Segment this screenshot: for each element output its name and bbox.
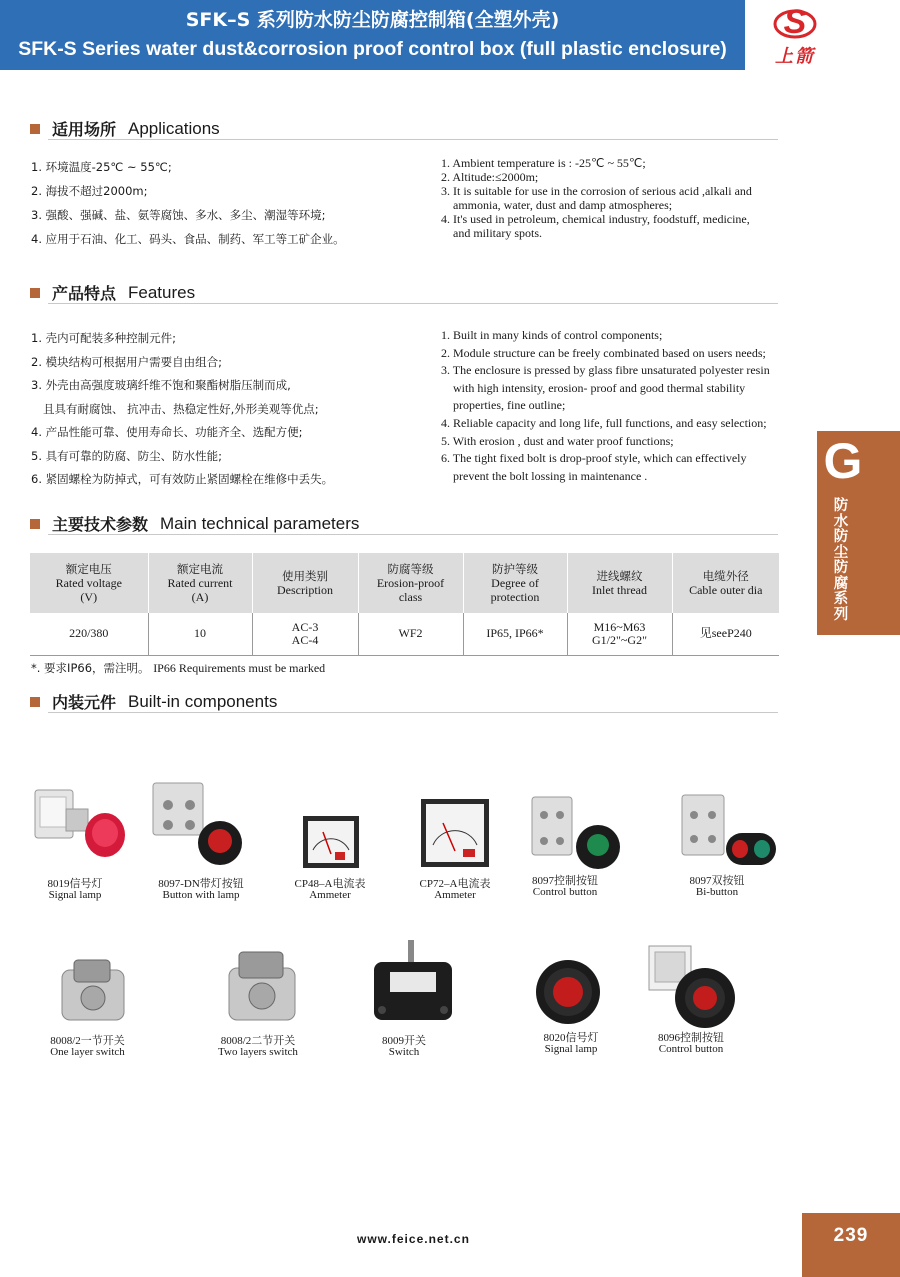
components-heading-cn: 内装元件 [52, 693, 117, 712]
table-header-cell: 防护等级 Degree of protection [463, 553, 567, 613]
list-item: 1. 壳内可配装多种控制元件; [31, 331, 177, 345]
list-item: 5. With erosion , dust and water proof functions; [441, 433, 674, 448]
category-letter: G [817, 431, 869, 491]
brand-name: 上箭 [775, 46, 815, 67]
list-item: 2. 模块结构可根据用户需要自由组合; [31, 354, 223, 369]
component-caption: 8097双按钮 Bi-button [689, 875, 745, 898]
category-name: 防水防尘防腐系列 [833, 498, 849, 623]
list-item: 4. 产品性能可靠、使用寿命长、功能齐全、选配方便; [31, 425, 303, 439]
list-item: 6. The tight fixed bolt is drop-proof style, which can effectively [441, 451, 747, 466]
page-number: 239 [802, 1213, 900, 1277]
list-item: 1. Built in many kinds of control components; [441, 328, 663, 342]
list-item: properties, fine outline; [453, 398, 566, 413]
list-item: ammonia, water, dust and damp atmospheres; [453, 198, 673, 212]
table-header-cell: 额定电压 Rated voltage (V) [30, 553, 148, 613]
applications-heading-cn: 适用场所 [52, 120, 117, 139]
component-caption: 8096控制按钮 Control button [658, 1032, 724, 1055]
divider [48, 712, 778, 713]
features-heading [30, 281, 195, 304]
table-header-cell: 进线螺纹 Inlet thread [567, 553, 672, 613]
svg-text:S: S [783, 3, 807, 41]
divider [48, 534, 778, 535]
one-layer-switch-8008-image [58, 958, 128, 1028]
control-button-8097-image [528, 795, 628, 875]
applications-list-en [441, 156, 752, 240]
parameters-table [30, 553, 779, 656]
signal-lamp-8019-image [30, 785, 130, 875]
page-header [0, 0, 900, 70]
ammeter-cp72-image [415, 795, 495, 875]
features-heading-cn: 产品特点 [52, 284, 117, 303]
table-cell: 220/380 [30, 613, 148, 655]
component-caption: 8097控制按钮 Control button [532, 875, 598, 898]
list-item: 4. 应用于石油、化工、码头、食品、制药、军工等工矿企业。 [31, 232, 345, 246]
table-row [30, 613, 779, 655]
list-item: 2. 海拔不超过2000m; [31, 184, 148, 198]
table-header-cell: 防腐等级 Erosion-proof class [358, 553, 463, 613]
component-caption: 8009开关 Switch [382, 1035, 426, 1058]
component-caption: CP48–A电流表 Ammeter [294, 878, 366, 901]
divider [48, 303, 778, 304]
components-heading-en: Built-in components [128, 691, 278, 711]
params-heading-cn: 主要技术参数 [52, 515, 149, 534]
switch-8009-image [368, 940, 458, 1030]
list-item: 3. It is suitable for use in the corrosion of serious acid ,alkali and [441, 184, 752, 198]
features-list-cn [31, 327, 333, 492]
components-heading [30, 690, 277, 713]
table-header-cell: 额定电流 Rated current (A) [148, 553, 252, 613]
list-item: 1. 环境温度-25℃ ~ 55℃; [31, 160, 172, 174]
bullet-square-icon [30, 519, 40, 529]
bi-button-8097-image [678, 793, 778, 875]
component-caption: 8008/2一节开关 One layer switch [50, 1035, 125, 1058]
list-item: prevent the bolt lossing in maintenance . [453, 468, 648, 483]
page-title-en: SFK-S Series water dust&corrosion proof control box (full plastic enclosure) [18, 38, 727, 60]
bullet-square-icon [30, 697, 40, 707]
bullet-square-icon [30, 288, 40, 298]
component-caption: 8020信号灯 Signal lamp [543, 1032, 599, 1055]
list-item: with high intensity, erosion- proof and good thermal stability [453, 380, 746, 395]
bullet-square-icon [30, 124, 40, 134]
component-caption: 8097-DN带灯按钮 Button with lamp [158, 878, 244, 901]
list-item: 6. 紧固螺栓为防掉式，可有效防止紧固螺栓在维修中丢失。 [31, 472, 334, 486]
signal-lamp-8020-image [528, 948, 608, 1030]
list-item: 3. The enclosure is pressed by glass fibre unsaturated polyester resin [441, 363, 770, 378]
table-cell: 见seeP240 [672, 613, 779, 655]
table-header-cell: 使用类别 Description [252, 553, 358, 613]
two-layers-switch-8008-image [225, 950, 300, 1028]
brand-logo [745, 0, 900, 70]
table-cell: WF2 [358, 613, 463, 655]
component-caption: 8008/2二节开关 Two layers switch [218, 1035, 298, 1058]
list-item: 2. Altitude:≤2000m; [441, 170, 539, 184]
page-title-cn: SFK–S 系列防水防尘防腐控制箱(全塑外壳) [185, 9, 560, 31]
control-button-8096-image [645, 944, 740, 1032]
component-caption: CP72–A电流表 Ammeter [419, 878, 491, 901]
applications-heading-en: Applications [128, 118, 220, 138]
table-cell: IP65, IP66* [463, 613, 567, 655]
table-cell: AC-3 AC-4 [252, 613, 358, 655]
features-heading-en: Features [128, 282, 196, 302]
table-header-cell: 电缆外径 Cable outer dia [672, 553, 779, 613]
list-item: 2. Module structure can be freely combinated based on users needs; [441, 345, 766, 360]
s-logo-icon [773, 2, 817, 42]
list-item: 3. 强酸、强碱、盐、氨等腐蚀、多水、多尘、潮湿等环境; [31, 208, 326, 222]
list-item: 3. 外壳由高强度玻璃纤维不饱和聚酯树脂压制而成, [31, 378, 291, 392]
table-note [31, 660, 325, 676]
list-item: 4. It's used in petroleum, chemical industry, foodstuff, medicine, [441, 212, 750, 226]
divider [48, 139, 778, 140]
website-link[interactable]: www.feice.net.cn [357, 1232, 470, 1246]
button-with-lamp-8097dn-image [148, 775, 248, 875]
table-cell: 10 [148, 613, 252, 655]
list-item: and military spots. [453, 226, 542, 240]
ammeter-cp48-image [297, 810, 367, 875]
applications-heading [30, 117, 220, 140]
applications-list-cn [31, 155, 345, 251]
component-caption: 8019信号灯 Signal lamp [47, 878, 103, 901]
note-en: IP66 Requirements must be marked [153, 661, 326, 675]
list-item: 且具有耐腐蚀、 抗冲击、热稳定性好,外形美观等优点; [43, 401, 319, 416]
params-heading-en: Main technical parameters [160, 513, 360, 533]
table-cell: M16~M63 G1/2"~G2" [567, 613, 672, 655]
features-list-en [441, 327, 770, 485]
list-item: 4. Reliable capacity and long life, full functions, and easy selection; [441, 415, 767, 430]
params-heading [30, 512, 359, 535]
list-item: 1. Ambient temperature is : -25℃ ~ 55℃; [441, 156, 646, 170]
note-cn: *. 要求IP66，需注明。 [31, 661, 150, 675]
list-item: 5. 具有可靠的防腐、防尘、防水性能; [31, 448, 223, 463]
